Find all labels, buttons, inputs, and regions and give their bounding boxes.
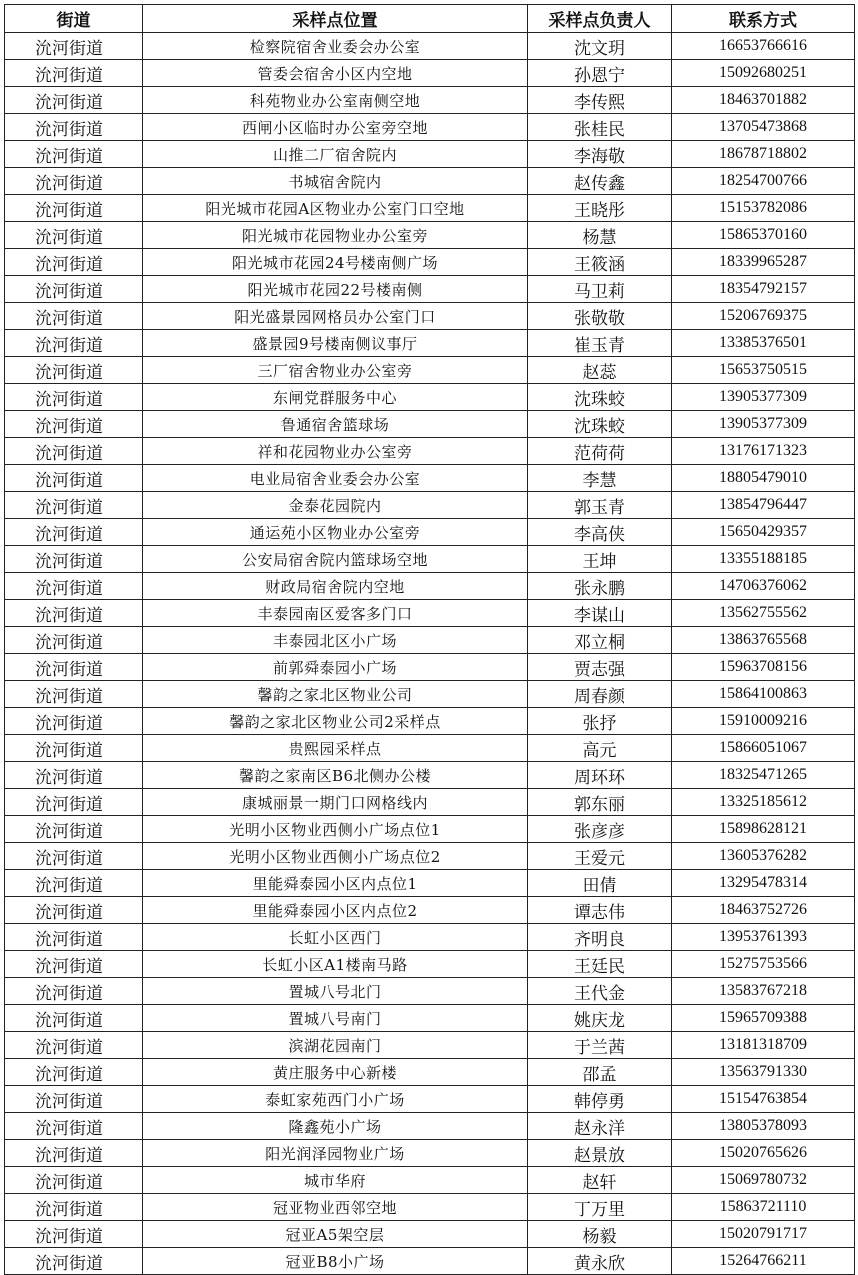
street-cell: 沇河街道 (5, 843, 143, 870)
street-cell: 沇河街道 (5, 1059, 143, 1086)
phone-cell: 13605376282 (672, 843, 855, 870)
location-cell: 贵熙园采样点 (143, 735, 528, 762)
table-row (5, 33, 855, 60)
person-cell: 赵传鑫 (528, 168, 672, 195)
person-cell: 王筱涵 (528, 249, 672, 276)
phone-cell: 15650429357 (672, 519, 855, 546)
sampling-point-table (4, 4, 855, 1275)
person-cell: 王爱元 (528, 843, 672, 870)
street-cell: 沇河街道 (5, 600, 143, 627)
street-cell: 沇河街道 (5, 789, 143, 816)
person-cell: 杨慧 (528, 222, 672, 249)
phone-cell: 18325471265 (672, 762, 855, 789)
header-contact: 联系方式 (672, 5, 855, 33)
table-row (5, 492, 855, 519)
street-cell: 沇河街道 (5, 1005, 143, 1032)
location-cell: 山推二厂宿舍院内 (143, 141, 528, 168)
table-row (5, 924, 855, 951)
street-cell: 沇河街道 (5, 1140, 143, 1167)
street-cell: 沇河街道 (5, 276, 143, 303)
street-cell: 沇河街道 (5, 1113, 143, 1140)
street-cell: 沇河街道 (5, 816, 143, 843)
person-cell: 杨毅 (528, 1221, 672, 1248)
phone-cell: 15963708156 (672, 654, 855, 681)
phone-cell: 15865370160 (672, 222, 855, 249)
table-row (5, 1113, 855, 1140)
location-cell: 阳光盛景园网格员办公室门口 (143, 303, 528, 330)
street-cell: 沇河街道 (5, 222, 143, 249)
person-cell: 周环环 (528, 762, 672, 789)
phone-cell: 14706376062 (672, 573, 855, 600)
table-row (5, 168, 855, 195)
table-row (5, 1248, 855, 1275)
phone-cell: 18354792157 (672, 276, 855, 303)
phone-cell: 15898628121 (672, 816, 855, 843)
phone-cell: 15153782086 (672, 195, 855, 222)
person-cell: 马卫莉 (528, 276, 672, 303)
location-cell: 滨湖花园南门 (143, 1032, 528, 1059)
table-row (5, 465, 855, 492)
person-cell: 齐明良 (528, 924, 672, 951)
table-row (5, 519, 855, 546)
phone-cell: 18463752726 (672, 897, 855, 924)
phone-cell: 15864100863 (672, 681, 855, 708)
phone-cell: 18678718802 (672, 141, 855, 168)
location-cell: 康城丽景一期门口网格线内 (143, 789, 528, 816)
street-cell: 沇河街道 (5, 951, 143, 978)
street-cell: 沇河街道 (5, 357, 143, 384)
street-cell: 沇河街道 (5, 1086, 143, 1113)
table-row (5, 303, 855, 330)
phone-cell: 13325185612 (672, 789, 855, 816)
street-cell: 沇河街道 (5, 330, 143, 357)
location-cell: 阳光城市花园A区物业办公室门口空地 (143, 195, 528, 222)
street-cell: 沇河街道 (5, 384, 143, 411)
phone-cell: 13385376501 (672, 330, 855, 357)
person-cell: 郭东丽 (528, 789, 672, 816)
phone-cell: 13295478314 (672, 870, 855, 897)
table-row (5, 1032, 855, 1059)
street-cell: 沇河街道 (5, 87, 143, 114)
table-row (5, 195, 855, 222)
person-cell: 王代金 (528, 978, 672, 1005)
table-row (5, 222, 855, 249)
location-cell: 阳光城市花园物业办公室旁 (143, 222, 528, 249)
location-cell: 馨韵之家北区物业公司 (143, 681, 528, 708)
person-cell: 张敬敬 (528, 303, 672, 330)
table-row (5, 87, 855, 114)
phone-cell: 15910009216 (672, 708, 855, 735)
street-cell: 沇河街道 (5, 438, 143, 465)
street-cell: 沇河街道 (5, 870, 143, 897)
street-cell: 沇河街道 (5, 708, 143, 735)
phone-cell: 15866051067 (672, 735, 855, 762)
person-cell: 田倩 (528, 870, 672, 897)
table-row (5, 1221, 855, 1248)
location-cell: 阳光城市花园24号楼南侧广场 (143, 249, 528, 276)
phone-cell: 15275753566 (672, 951, 855, 978)
phone-cell: 18463701882 (672, 87, 855, 114)
phone-cell: 15154763854 (672, 1086, 855, 1113)
phone-cell: 15020791717 (672, 1221, 855, 1248)
phone-cell: 13181318709 (672, 1032, 855, 1059)
street-cell: 沇河街道 (5, 114, 143, 141)
street-cell: 沇河街道 (5, 924, 143, 951)
street-cell: 沇河街道 (5, 492, 143, 519)
person-cell: 孙恩宁 (528, 60, 672, 87)
person-cell: 李谋山 (528, 600, 672, 627)
street-cell: 沇河街道 (5, 1221, 143, 1248)
location-cell: 光明小区物业西侧小广场点位1 (143, 816, 528, 843)
phone-cell: 13863765568 (672, 627, 855, 654)
person-cell: 王坤 (528, 546, 672, 573)
location-cell: 冠亚A5架空层 (143, 1221, 528, 1248)
person-cell: 周春颜 (528, 681, 672, 708)
table-row (5, 600, 855, 627)
location-cell: 电业局宿舍业委会办公室 (143, 465, 528, 492)
street-cell: 沇河街道 (5, 978, 143, 1005)
phone-cell: 15653750515 (672, 357, 855, 384)
phone-cell: 15206769375 (672, 303, 855, 330)
phone-cell: 13562755562 (672, 600, 855, 627)
table-row (5, 1140, 855, 1167)
table-row (5, 546, 855, 573)
table-row (5, 276, 855, 303)
location-cell: 财政局宿舍院内空地 (143, 573, 528, 600)
phone-cell: 13905377309 (672, 411, 855, 438)
phone-cell: 15092680251 (672, 60, 855, 87)
street-cell: 沇河街道 (5, 519, 143, 546)
person-cell: 张抒 (528, 708, 672, 735)
table-row (5, 1005, 855, 1032)
table-row (5, 681, 855, 708)
street-cell: 沇河街道 (5, 546, 143, 573)
location-cell: 长虹小区A1楼南马路 (143, 951, 528, 978)
location-cell: 西闸小区临时办公室旁空地 (143, 114, 528, 141)
street-cell: 沇河街道 (5, 411, 143, 438)
person-cell: 张彦彦 (528, 816, 672, 843)
header-location: 采样点位置 (143, 5, 528, 33)
location-cell: 置城八号南门 (143, 1005, 528, 1032)
table-row (5, 654, 855, 681)
location-cell: 长虹小区西门 (143, 924, 528, 951)
phone-cell: 13854796447 (672, 492, 855, 519)
location-cell: 冠亚物业西邻空地 (143, 1194, 528, 1221)
person-cell: 张桂民 (528, 114, 672, 141)
table-row (5, 573, 855, 600)
street-cell: 沇河街道 (5, 303, 143, 330)
street-cell: 沇河街道 (5, 60, 143, 87)
location-cell: 书城宿舍院内 (143, 168, 528, 195)
table-row (5, 708, 855, 735)
street-cell: 沇河街道 (5, 627, 143, 654)
table-row (5, 627, 855, 654)
person-cell: 贾志强 (528, 654, 672, 681)
table-row (5, 951, 855, 978)
phone-cell: 13705473868 (672, 114, 855, 141)
table-row (5, 141, 855, 168)
street-cell: 沇河街道 (5, 762, 143, 789)
location-cell: 隆鑫苑小广场 (143, 1113, 528, 1140)
location-cell: 丰泰园北区小广场 (143, 627, 528, 654)
person-cell: 姚庆龙 (528, 1005, 672, 1032)
phone-cell: 15020765626 (672, 1140, 855, 1167)
table-row (5, 1167, 855, 1194)
location-cell: 阳光城市花园22号楼南侧 (143, 276, 528, 303)
street-cell: 沇河街道 (5, 465, 143, 492)
phone-cell: 18805479010 (672, 465, 855, 492)
phone-cell: 15965709388 (672, 1005, 855, 1032)
header-street: 街道 (5, 5, 143, 33)
table-row (5, 870, 855, 897)
location-cell: 城市华府 (143, 1167, 528, 1194)
person-cell: 黄永欣 (528, 1248, 672, 1275)
person-cell: 范荷荷 (528, 438, 672, 465)
person-cell: 李传熙 (528, 87, 672, 114)
person-cell: 韩停勇 (528, 1086, 672, 1113)
location-cell: 公安局宿舍院内篮球场空地 (143, 546, 528, 573)
street-cell: 沇河街道 (5, 1167, 143, 1194)
person-cell: 张永鹏 (528, 573, 672, 600)
person-cell: 邵孟 (528, 1059, 672, 1086)
person-cell: 于兰茜 (528, 1032, 672, 1059)
phone-cell: 13563791330 (672, 1059, 855, 1086)
street-cell: 沇河街道 (5, 1032, 143, 1059)
location-cell: 丰泰园南区爱客多门口 (143, 600, 528, 627)
person-cell: 王晓彤 (528, 195, 672, 222)
table-row (5, 897, 855, 924)
person-cell: 赵蕊 (528, 357, 672, 384)
location-cell: 管委会宿舍小区内空地 (143, 60, 528, 87)
street-cell: 沇河街道 (5, 573, 143, 600)
location-cell: 前郭舜泰园小广场 (143, 654, 528, 681)
street-cell: 沇河街道 (5, 897, 143, 924)
table-row (5, 789, 855, 816)
phone-cell: 13953761393 (672, 924, 855, 951)
table-row (5, 438, 855, 465)
phone-cell: 16653766616 (672, 33, 855, 60)
table-row (5, 249, 855, 276)
location-cell: 鲁通宿舍篮球场 (143, 411, 528, 438)
phone-cell: 13905377309 (672, 384, 855, 411)
table-row (5, 1194, 855, 1221)
location-cell: 盛景园9号楼南侧议事厅 (143, 330, 528, 357)
street-cell: 沇河街道 (5, 654, 143, 681)
table-row (5, 384, 855, 411)
person-cell: 高元 (528, 735, 672, 762)
table-header-row (5, 5, 855, 33)
phone-cell: 15863721110 (672, 1194, 855, 1221)
phone-cell: 18254700766 (672, 168, 855, 195)
person-cell: 李慧 (528, 465, 672, 492)
location-cell: 光明小区物业西侧小广场点位2 (143, 843, 528, 870)
phone-cell: 15264766211 (672, 1248, 855, 1275)
location-cell: 里能舜泰园小区内点位1 (143, 870, 528, 897)
table-row (5, 411, 855, 438)
location-cell: 检察院宿舍业委会办公室 (143, 33, 528, 60)
table-row (5, 114, 855, 141)
street-cell: 沇河街道 (5, 735, 143, 762)
phone-cell: 15069780732 (672, 1167, 855, 1194)
table-row (5, 357, 855, 384)
table-row (5, 1086, 855, 1113)
location-cell: 馨韵之家南区B6北侧办公楼 (143, 762, 528, 789)
table-row (5, 762, 855, 789)
street-cell: 沇河街道 (5, 33, 143, 60)
street-cell: 沇河街道 (5, 1248, 143, 1275)
table-row (5, 816, 855, 843)
phone-cell: 13583767218 (672, 978, 855, 1005)
table-row (5, 843, 855, 870)
table-row (5, 735, 855, 762)
person-cell: 邓立桐 (528, 627, 672, 654)
person-cell: 沈珠蛟 (528, 384, 672, 411)
location-cell: 阳光润泽园物业广场 (143, 1140, 528, 1167)
location-cell: 馨韵之家北区物业公司2采样点 (143, 708, 528, 735)
person-cell: 赵景放 (528, 1140, 672, 1167)
person-cell: 李海敬 (528, 141, 672, 168)
phone-cell: 13805378093 (672, 1113, 855, 1140)
person-cell: 谭志伟 (528, 897, 672, 924)
street-cell: 沇河街道 (5, 168, 143, 195)
location-cell: 东闸党群服务中心 (143, 384, 528, 411)
person-cell: 沈珠蛟 (528, 411, 672, 438)
person-cell: 王廷民 (528, 951, 672, 978)
street-cell: 沇河街道 (5, 195, 143, 222)
table-row (5, 1059, 855, 1086)
location-cell: 金泰花园院内 (143, 492, 528, 519)
person-cell: 沈文玥 (528, 33, 672, 60)
phone-cell: 18339965287 (672, 249, 855, 276)
location-cell: 科苑物业办公室南侧空地 (143, 87, 528, 114)
phone-cell: 13355188185 (672, 546, 855, 573)
street-cell: 沇河街道 (5, 681, 143, 708)
street-cell: 沇河街道 (5, 1194, 143, 1221)
location-cell: 里能舜泰园小区内点位2 (143, 897, 528, 924)
location-cell: 泰虹家苑西门小广场 (143, 1086, 528, 1113)
table-row (5, 330, 855, 357)
phone-cell: 13176171323 (672, 438, 855, 465)
person-cell: 崔玉青 (528, 330, 672, 357)
location-cell: 冠亚B8小广场 (143, 1248, 528, 1275)
location-cell: 置城八号北门 (143, 978, 528, 1005)
street-cell: 沇河街道 (5, 141, 143, 168)
table-row (5, 60, 855, 87)
location-cell: 三厂宿舍物业办公室旁 (143, 357, 528, 384)
location-cell: 祥和花园物业办公室旁 (143, 438, 528, 465)
person-cell: 郭玉青 (528, 492, 672, 519)
header-person: 采样点负责人 (528, 5, 672, 33)
location-cell: 通运苑小区物业办公室旁 (143, 519, 528, 546)
person-cell: 李高侠 (528, 519, 672, 546)
location-cell: 黄庄服务中心新楼 (143, 1059, 528, 1086)
person-cell: 丁万里 (528, 1194, 672, 1221)
table-row (5, 978, 855, 1005)
person-cell: 赵轩 (528, 1167, 672, 1194)
street-cell: 沇河街道 (5, 249, 143, 276)
person-cell: 赵永洋 (528, 1113, 672, 1140)
